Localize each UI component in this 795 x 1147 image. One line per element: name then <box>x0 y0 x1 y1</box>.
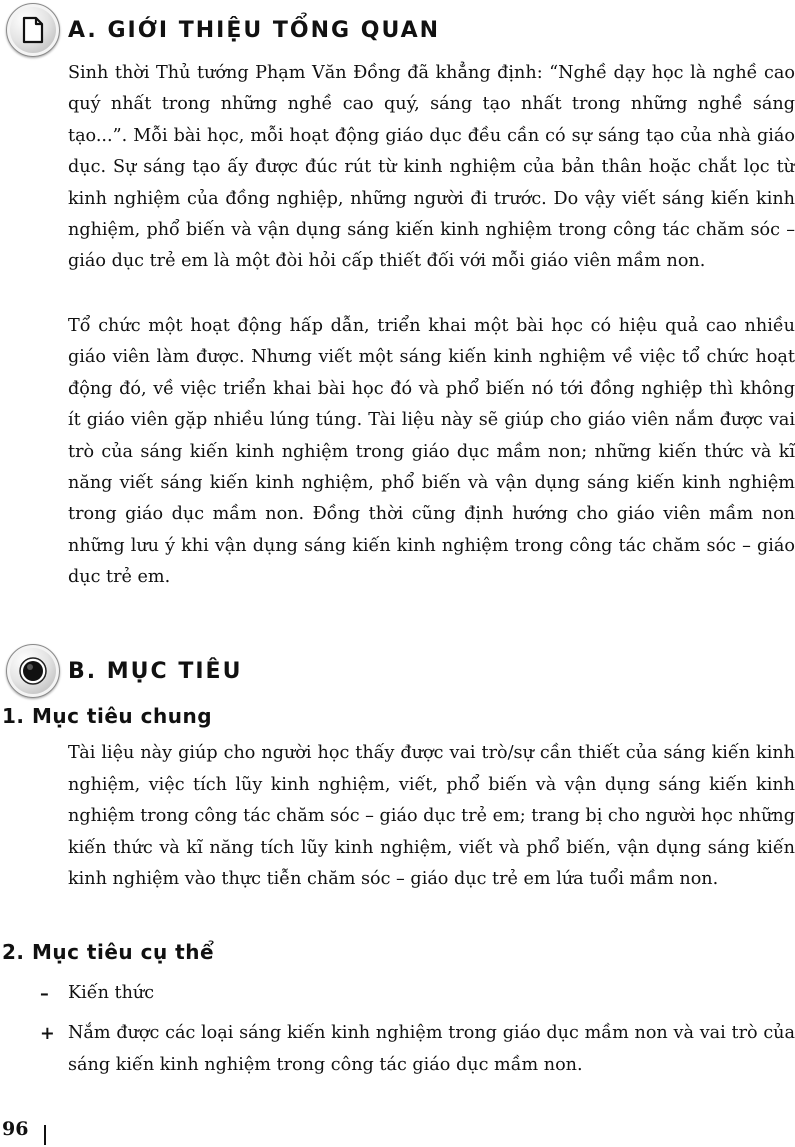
document-icon <box>6 3 60 57</box>
intro-paragraph-2: Tổ chức một hoạt động hấp dẫn, triển khai một bài học có hiệu quả cao nhiều giáo viên làm được. Nhưng viết một sáng kiến kinh nghiệm về việc tổ chức hoạt động đó, về việc triển khai bài học đó và phổ biến nó tới đồng nghiệp thì không ít giáo viên gặp nhiều lúng túng. Tài liệu này sẽ giúp cho giáo viên nắm được vai trò của sáng kiến kinh nghiệm trong giáo dục mầm non; những kiến thức và kĩ năng viết sáng kiến kinh nghiệm, phổ biến và vận dụng sáng kiến kinh nghiệm trong giáo dục mầm non. Đồng thời cũng định hướng cho giáo viên mầm non những lưu ý khi vận dụng sáng kiến kinh nghiệm trong công tác chăm sóc – giáo dục trẻ em. <box>68 316 795 588</box>
intro-paragraph-1: Sinh thời Thủ tướng Phạm Văn Đồng đã khẳng định: “Nghề dạy học là nghề cao quý nhất trong những nghề cao quý, sáng tạo nhất trong những nghề sáng tạo...”. Mỗi bài học, mỗi hoạt động giáo dục đều cần có sự sáng tạo của nhà giáo dục. Sự sáng tạo ấy được đúc rút từ kinh nghiệm của bản thân hoặc chắt lọc từ kinh nghiệm của đồng nghiệp, những người đi trước. Do vậy viết sáng kiến kinh nghiệm, phổ biến và vận dụng sáng kiến kinh nghiệm trong công tác chăm sóc – giáo dục trẻ em là một đòi hỏi cấp thiết đối với mỗi giáo viên mầm non. <box>68 63 795 272</box>
plus-bullet: + <box>40 1023 55 1044</box>
list-item-text: Kiến thức <box>68 983 155 1003</box>
section-a-header <box>6 3 440 57</box>
subheading-general-objective: 1. Mục tiêu chung <box>2 704 213 728</box>
page-number: 96 <box>2 1118 29 1140</box>
list-item <box>40 1018 795 1081</box>
general-objective-paragraph: Tài liệu này giúp cho người học thấy được vai trò/sự cần thiết của sáng kiến kinh nghiệm, việc tích lũy kinh nghiệm, viết, phổ biến và vận dụng sáng kiến kinh nghiệm trong công tác chăm sóc – giáo dục trẻ em; trang bị cho người học những kiến thức và kĩ năng tích lũy kinh nghiệm, viết và phổ biến, vận dụng sáng kiến kinh nghiệm vào thực tiễn chăm sóc – giáo dục trẻ em lứa tuổi mầm non. <box>68 743 795 890</box>
dash-bullet: – <box>40 983 49 1004</box>
section-b-title: B. MỤC TIÊU <box>68 658 243 684</box>
target-icon <box>6 644 60 698</box>
section-a-title: A. GIỚI THIỆU TỔNG QUAN <box>68 17 441 43</box>
list-item-text: Nắm được các loại sáng kiến kinh nghiệm trong giáo dục mầm non và vai trò của sáng kiến kinh nghiệm trong công tác giáo dục mầm non. <box>68 1023 795 1075</box>
section-b-header <box>6 644 242 698</box>
footer-divider <box>44 1125 46 1145</box>
subheading-specific-objective: 2. Mục tiêu cụ thể <box>2 940 215 964</box>
list-item <box>40 978 795 1010</box>
